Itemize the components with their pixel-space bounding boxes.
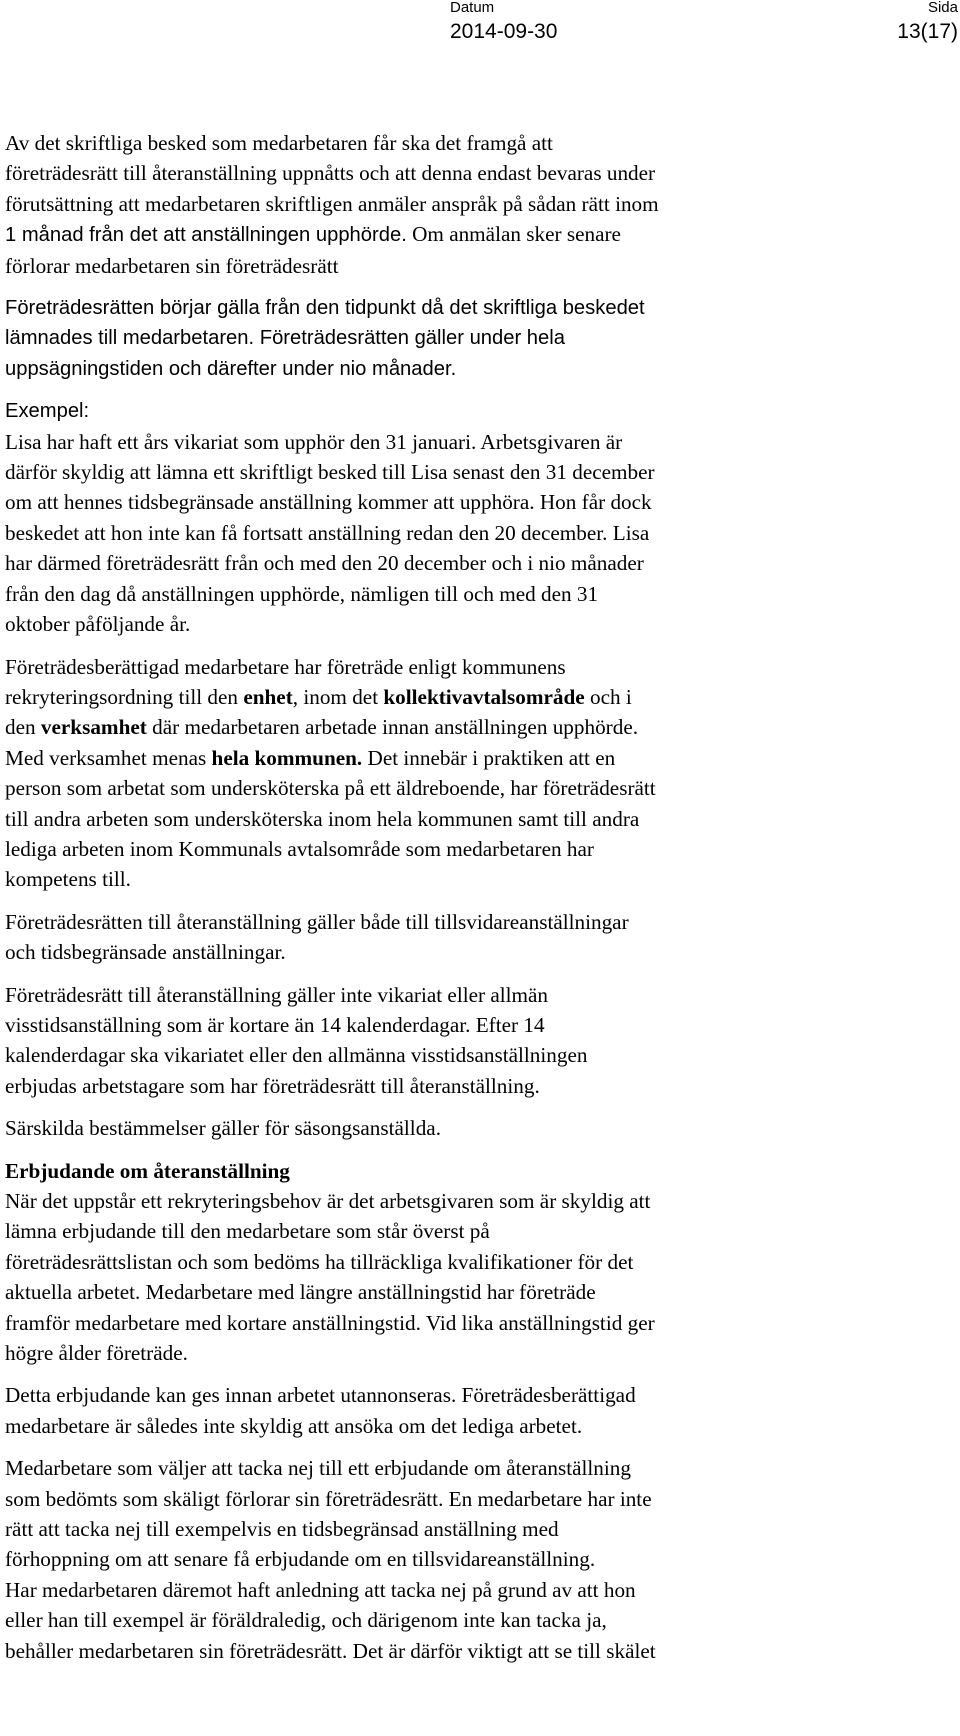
text-line: uppsägningstiden och därefter under nio månader. bbox=[5, 357, 457, 380]
text-run: 1 månad från det att anställningen upphörde. bbox=[5, 224, 407, 247]
text-run: där medarbetaren arbetade innan anställningen upphörde. bbox=[146, 715, 639, 740]
text-run: och i bbox=[584, 684, 632, 709]
text-run: rekryteringsordning till den bbox=[5, 684, 244, 709]
text-line: Särskilda bestämmelser gäller för säsongsanställda. bbox=[5, 1116, 441, 1141]
date-value: 2014-09-30 bbox=[450, 20, 558, 43]
text-line: förutsättning att medarbetaren skriftligen anmäler anspråk på sådan rätt inom bbox=[5, 191, 659, 216]
paragraph-seasonal bbox=[5, 1113, 957, 1143]
paragraph-exceptions bbox=[5, 980, 957, 1102]
text-line: Medarbetare som väljer att tacka nej till ett erbjudande om återanställning bbox=[5, 1456, 631, 1481]
text-run: den bbox=[5, 715, 41, 740]
text-line: rätt att tacka nej till exempelvis en tidsbegränsad anställning med bbox=[5, 1517, 559, 1542]
text-line: lediga arbeten inom Kommunals avtalsområde som medarbetaren har bbox=[5, 836, 594, 861]
paragraph-example bbox=[5, 396, 957, 639]
paragraph-employment-types bbox=[5, 907, 957, 968]
text-line: aktuella arbetet. Medarbetare med längre anställningstid har företräde bbox=[5, 1280, 596, 1305]
text-line: behåller medarbetaren sin företrädesrätt. Det är därför viktigt att se till skälet bbox=[5, 1638, 656, 1663]
text-line: har därmed företrädesrätt från och med den 20 december och i nio månader bbox=[5, 551, 644, 576]
paragraph-right-starts bbox=[5, 293, 957, 384]
text-line: Företrädesrätten till återanställning gäller både till tillsvidareanställningar bbox=[5, 909, 629, 934]
text-run: , inom det bbox=[292, 684, 384, 709]
text-run: Det innebär i praktiken att en bbox=[362, 745, 616, 770]
paragraph-before-advertising bbox=[5, 1380, 957, 1441]
paragraph-priority-scope bbox=[5, 652, 957, 895]
text-line: Företrädesrätten börjar gälla från den tidpunkt då det skriftliga beskedet bbox=[5, 297, 645, 320]
text-line: till andra arbeten som undersköterska inom hela kommunen samt till andra bbox=[5, 806, 640, 831]
text-line: kompetens till. bbox=[5, 867, 131, 892]
bold-term: verksamhet bbox=[40, 715, 147, 740]
text-line: om att hennes tidsbegränsade anställning kommer att upphöra. Hon får dock bbox=[5, 490, 652, 515]
page-label: Sida bbox=[927, 0, 958, 16]
paragraph-written-notice bbox=[5, 128, 957, 281]
text-line: Har medarbetaren däremot haft anledning att tacka nej på grund av att hon bbox=[5, 1577, 636, 1602]
text-line bbox=[5, 712, 957, 742]
text-line: Av det skriftliga besked som medarbetaren får ska det framgå att bbox=[5, 131, 553, 155]
text-line: Företrädesberättigad medarbetare har företräde enligt kommunens bbox=[5, 654, 566, 679]
text-line: medarbetare är således inte skyldig att ansöka om det lediga arbetet. bbox=[5, 1413, 583, 1438]
text-line: kalenderdagar ska vikariatet eller den allmänna visstidsanställningen bbox=[5, 1043, 588, 1068]
text-line bbox=[5, 219, 957, 250]
text-line: Lisa har haft ett års vikariat som upphör den 31 januari. Arbetsgivaren är bbox=[5, 429, 623, 454]
text-line: som bedömts som skäligt förlorar sin företrädesrätt. En medarbetare har inte bbox=[5, 1486, 652, 1511]
example-label: Exempel: bbox=[5, 400, 90, 423]
text-line bbox=[5, 323, 957, 353]
text-line: förlorar medarbetaren sin företrädesrätt bbox=[5, 253, 339, 278]
text-line: företrädesrätt till återanställning uppnåtts och att denna endast bevaras under bbox=[5, 161, 656, 186]
bold-term: kollektivavtalsområde bbox=[383, 684, 585, 709]
text-run: lämnades till medarbetaren. bbox=[5, 327, 255, 350]
text-line: förhoppning om att senare få erbjudande om en tillsvidareanställning. bbox=[5, 1547, 596, 1572]
text-line: beskedet att hon inte kan få fortsatt anställning redan den 20 december. Lisa bbox=[5, 520, 650, 545]
page-number: 13(17) bbox=[897, 20, 958, 43]
text-line: visstidsanställning som är kortare än 14 kalenderdagar. Efter 14 bbox=[5, 1012, 545, 1037]
text-line: eller han till exempel är föräldraledig, och därigenom inte kan tacka ja, bbox=[5, 1608, 607, 1633]
text-line: framför medarbetare med kortare anställningstid. Vid lika anställningstid ger bbox=[5, 1310, 655, 1335]
bold-term: hela kommunen. bbox=[211, 745, 363, 770]
date-label: Datum bbox=[450, 0, 495, 16]
text-line: lämna erbjudande till den medarbetare som står överst på bbox=[5, 1219, 490, 1244]
section-heading: Erbjudande om återanställning bbox=[5, 1158, 290, 1183]
text-line: Detta erbjudande kan ges innan arbetet utannonseras. Företrädesberättigad bbox=[5, 1383, 636, 1408]
text-line: erbjudas arbetstagare som har företrädesrätt till återanställning. bbox=[5, 1073, 540, 1098]
text-run: Företrädesrätten gäller under hela bbox=[254, 327, 565, 350]
text-line bbox=[5, 743, 957, 773]
body-text bbox=[5, 128, 957, 1678]
text-run: Om anmälan sker senare bbox=[406, 222, 621, 247]
paragraph-declining-offer bbox=[5, 1453, 957, 1666]
text-line bbox=[5, 682, 957, 712]
text-line: därför skyldig att lämna ett skriftligt besked till Lisa senast den 31 december bbox=[5, 460, 655, 485]
text-line: och tidsbegränsade anställningar. bbox=[5, 940, 286, 965]
text-run: Med verksamhet menas bbox=[5, 745, 212, 770]
text-line: oktober påföljande år. bbox=[5, 612, 191, 637]
paragraph-reemployment-offer bbox=[5, 1156, 957, 1369]
text-line: När det uppstår ett rekryteringsbehov är det arbetsgivaren som är skyldig att bbox=[5, 1189, 651, 1213]
text-line: företrädesrättslistan och som bedöms ha tillräckliga kvalifikationer för det bbox=[5, 1249, 634, 1274]
text-line: person som arbetat som undersköterska på ett äldreboende, har företrädesrätt bbox=[5, 776, 656, 801]
bold-term: enhet bbox=[243, 684, 293, 709]
text-line: Företrädesrätt till återanställning gäller inte vikariat eller allmän bbox=[5, 982, 549, 1007]
text-line: högre ålder företräde. bbox=[5, 1341, 188, 1366]
text-line: från den dag då anställningen upphörde, nämligen till och med den 31 bbox=[5, 581, 599, 606]
